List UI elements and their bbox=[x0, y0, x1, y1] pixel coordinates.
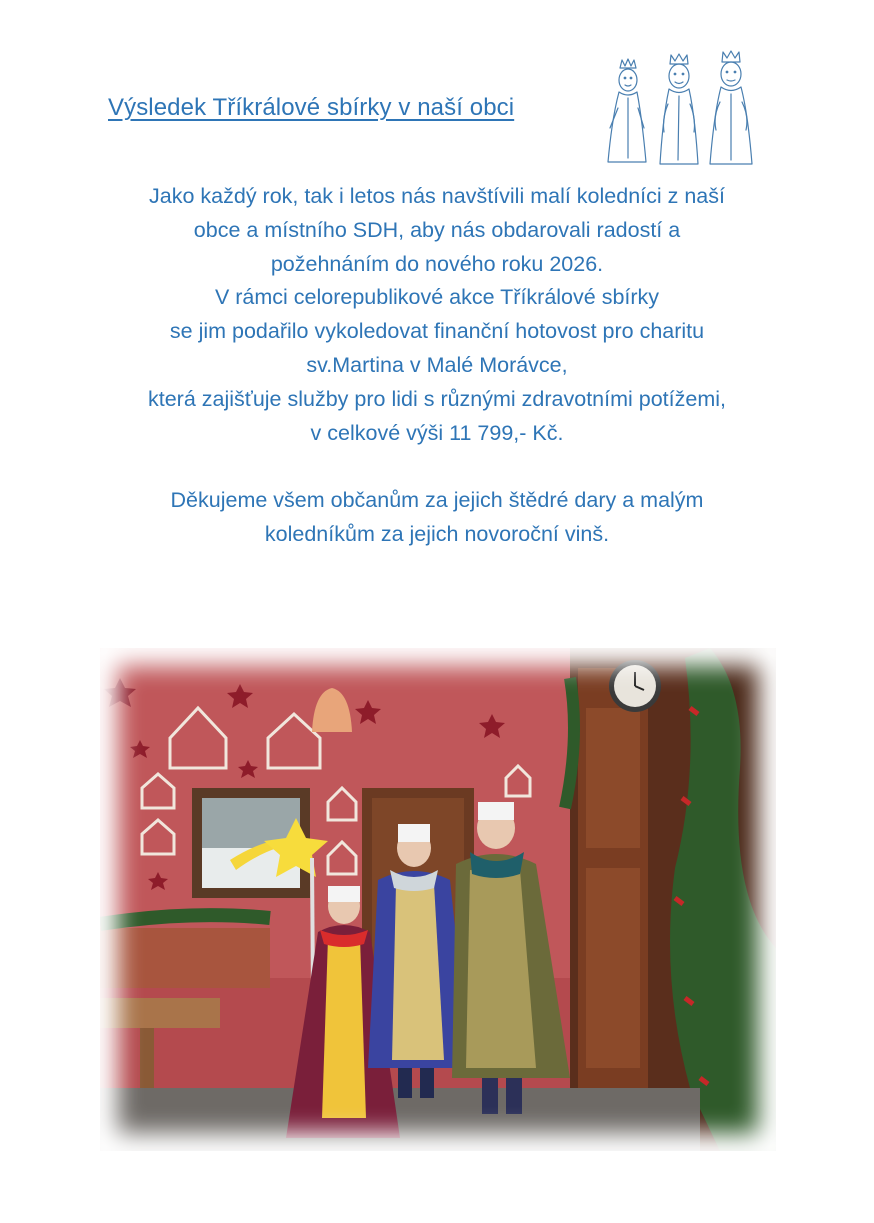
carolers-photo bbox=[100, 648, 776, 1151]
three-kings-drawing bbox=[596, 48, 756, 172]
text-line: se jim podařilo vykoledovat finanční hotovost pro charitu bbox=[169, 319, 705, 344]
text-line: V rámci celorepublikové akce Tříkrálové sbírky bbox=[214, 285, 660, 310]
text-line: sv.Martina v Malé Morávce, bbox=[306, 352, 568, 377]
text-line: požehnáním do nového roku 2026. bbox=[270, 251, 604, 276]
text-line: koledníkům za jejich novoroční vinš. bbox=[264, 521, 610, 546]
text-line: obce a místního SDH, aby nás obdarovali radostí a bbox=[193, 217, 681, 242]
body-text bbox=[40, 180, 834, 552]
page-title: Výsledek Tříkrálové sbírky v naší obci bbox=[108, 94, 515, 121]
text-line: Jako každý rok, tak i letos nás navštívili malí koledníci z naší bbox=[149, 184, 725, 208]
paragraph-spacer bbox=[40, 450, 834, 484]
text-line: v celkové výši 11 799,- Kč. bbox=[310, 420, 564, 445]
text-line: Děkujeme všem občanům za jejich štědré dary a malým bbox=[170, 488, 704, 513]
text-line: která zajišťuje služby pro lidi s různými zdravotními potížemi, bbox=[147, 386, 726, 411]
